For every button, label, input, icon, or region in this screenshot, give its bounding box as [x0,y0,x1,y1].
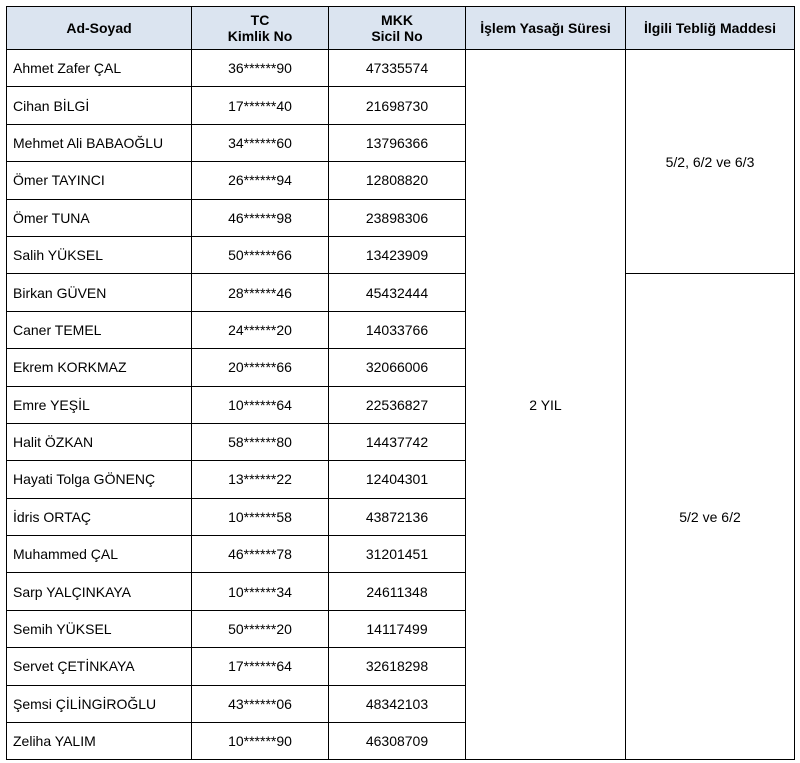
person-name: Servet ÇETİNKAYA [7,648,192,685]
mkk-sicil-no: 14117499 [329,610,466,647]
mkk-sicil-no: 22536827 [329,386,466,423]
tc-kimlik-no: 50******66 [192,236,329,273]
tc-kimlik-no: 26******94 [192,162,329,199]
mkk-sicil-no: 45432444 [329,274,466,311]
header-tc-line1: TC [250,12,270,28]
tc-kimlik-no: 46******98 [192,199,329,236]
tc-kimlik-no: 43******06 [192,685,329,722]
person-name: Sarp YALÇINKAYA [7,573,192,610]
person-name: Cihan BİLGİ [7,87,192,124]
mkk-sicil-no: 12808820 [329,162,466,199]
mkk-sicil-no: 43872136 [329,498,466,535]
header-ban-duration: İşlem Yasağı Süresi [466,7,626,50]
header-name: Ad-Soyad [7,7,192,50]
article-group-1: 5/2, 6/2 ve 6/3 [626,50,795,274]
mkk-sicil-no: 31201451 [329,536,466,573]
mkk-sicil-no: 32066006 [329,349,466,386]
person-name: Ahmet Zafer ÇAL [7,50,192,87]
header-mkk-line2: Sicil No [371,28,423,44]
mkk-sicil-no: 23898306 [329,199,466,236]
tc-kimlik-no: 13******22 [192,461,329,498]
person-name: Ekrem KORKMAZ [7,349,192,386]
table-row [7,50,795,87]
header-mkk-line1: MKK [381,12,413,28]
ban-duration: 2 YIL [466,50,626,760]
person-name: Birkan GÜVEN [7,274,192,311]
mkk-sicil-no: 14033766 [329,311,466,348]
person-name: Hayati Tolga GÖNENÇ [7,461,192,498]
mkk-sicil-no: 12404301 [329,461,466,498]
tc-kimlik-no: 17******40 [192,87,329,124]
person-name: Şemsi ÇİLİNGİROĞLU [7,685,192,722]
sanctions-table [6,6,795,760]
tc-kimlik-no: 58******80 [192,423,329,460]
article-group-2: 5/2 ve 6/2 [626,274,795,760]
person-name: Emre YEŞİL [7,386,192,423]
tc-kimlik-no: 50******20 [192,610,329,647]
header-article: İlgili Tebliğ Maddesi [626,7,795,50]
table-row [7,274,795,311]
header-row [7,7,795,50]
person-name: Semih YÜKSEL [7,610,192,647]
person-name: Zeliha YALIM [7,723,192,760]
header-tc-line2: Kimlik No [227,28,293,44]
tc-kimlik-no: 24******20 [192,311,329,348]
person-name: Caner TEMEL [7,311,192,348]
header-tc [192,7,329,50]
person-name: Ömer TAYINCI [7,162,192,199]
tc-kimlik-no: 10******64 [192,386,329,423]
mkk-sicil-no: 24611348 [329,573,466,610]
tc-kimlik-no: 36******90 [192,50,329,87]
person-name: Mehmet Ali BABAOĞLU [7,124,192,161]
mkk-sicil-no: 21698730 [329,87,466,124]
tc-kimlik-no: 10******90 [192,723,329,760]
tc-kimlik-no: 10******58 [192,498,329,535]
tc-kimlik-no: 28******46 [192,274,329,311]
tc-kimlik-no: 34******60 [192,124,329,161]
tc-kimlik-no: 17******64 [192,648,329,685]
mkk-sicil-no: 46308709 [329,723,466,760]
mkk-sicil-no: 48342103 [329,685,466,722]
person-name: Ömer TUNA [7,199,192,236]
table-body [7,50,795,760]
person-name: Muhammed ÇAL [7,536,192,573]
tc-kimlik-no: 20******66 [192,349,329,386]
tc-kimlik-no: 10******34 [192,573,329,610]
person-name: Halit ÖZKAN [7,423,192,460]
mkk-sicil-no: 32618298 [329,648,466,685]
header-mkk [329,7,466,50]
mkk-sicil-no: 14437742 [329,423,466,460]
mkk-sicil-no: 13423909 [329,236,466,273]
person-name: İdris ORTAÇ [7,498,192,535]
tc-kimlik-no: 46******78 [192,536,329,573]
person-name: Salih YÜKSEL [7,236,192,273]
mkk-sicil-no: 47335574 [329,50,466,87]
mkk-sicil-no: 13796366 [329,124,466,161]
